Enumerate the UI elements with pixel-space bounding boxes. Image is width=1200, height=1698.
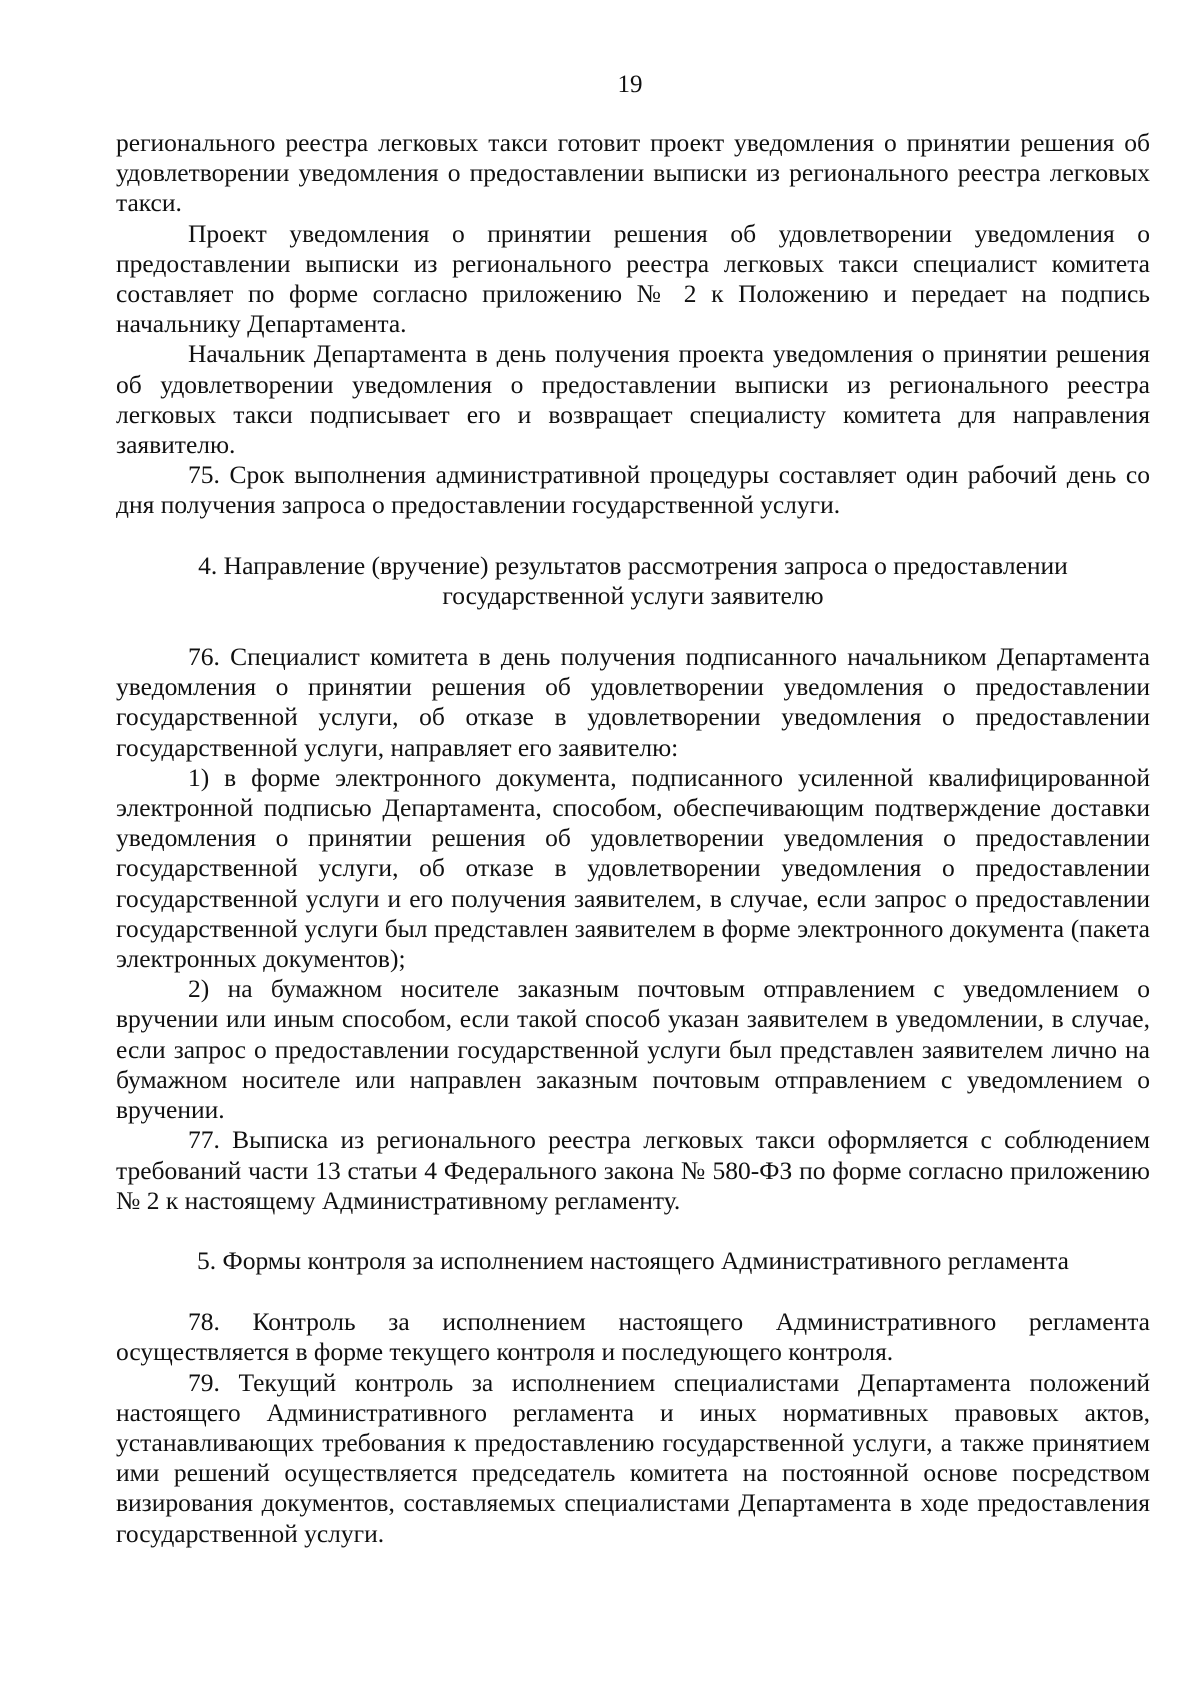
paragraph-77: 77. Выписка из регионального реестра легковых такси оформляется с соблюдением требований части 13 статьи 4 Федерального закона № 580-ФЗ по форме согласно приложению № 2 к настоящему Административному регламенту.: [116, 1125, 1150, 1215]
document-body: [116, 128, 1150, 1549]
paragraph-76-item-1: 1) в форме электронного документа, подписанного усиленной квалифицированной электронной подписью Департамента, способом, обеспечивающим подтверждение доставки уведомления о принятии решения об удовлетворении уведомления о предоставлении государственной услуги, об отказе в удовлетворении уведомления о предоставлении государственной услуги и его получения заявителем, в случае, если запрос о предоставлении государственной услуги был представлен заявителем в форме электронного документа (пакета электронных документов);: [116, 762, 1150, 974]
paragraph-79: 79. Текущий контроль за исполнением специалистами Департамента положений настоящего Административного регламента и иных нормативных правовых актов, устанавливающих требования к предоставлению государственной услуги, а также принятием ими решений осуществляется председатель комитета на постоянной основе посредством визирования документов, составляемых специалистами Департамента в ходе предоставления государственной услуги.: [116, 1367, 1150, 1548]
section-4-heading: [116, 551, 1150, 611]
paragraph-draft-notice: Проект уведомления о принятии решения об удовлетворении уведомления о предоставлении выписки из регионального реестра легковых такси специалист комитета составляет по форме согласно приложению № 2 к Положению и передает на подпись начальнику Департамента.: [116, 218, 1150, 339]
section-heading-line: 4. Направление (вручение) результатов рассмотрения запроса о предоставлении: [198, 550, 1068, 580]
section-5-heading: [116, 1246, 1150, 1276]
paragraph-78: 78. Контроль за исполнением настоящего Административного регламента осуществляется в форме текущего контроля и последующего контроля.: [116, 1307, 1150, 1367]
paragraph-75: 75. Срок выполнения административной процедуры составляет один рабочий день со дня получения запроса о предоставлении государственной услуги.: [116, 460, 1150, 520]
section-heading-line: 5. Формы контроля за исполнением настоящего Административного регламента: [197, 1245, 1069, 1275]
paragraph-head-signs: Начальник Департамента в день получения проекта уведомления о принятии решения об удовлетворении уведомления о предоставлении выписки из регионального реестра легковых такси подписывает его и возвращает специалисту комитета для направления заявителю.: [116, 339, 1150, 460]
paragraph-continuation: регионального реестра легковых такси готовит проект уведомления о принятии решения об удовлетворении уведомления о предоставлении выписки из регионального реестра легковых такси.: [116, 128, 1150, 218]
paragraph-76-item-2: 2) на бумажном носителе заказным почтовым отправлением с уведомлением о вручении или иным способом, если такой способ указан заявителем в уведомлении, в случае, если запрос о предоставлении государственной услуги был представлен заявителем лично на бумажном носителе или направлен заказным почтовым отправлением с уведомлением о вручении.: [116, 974, 1150, 1125]
section-heading-line: государственной услуги заявителю: [442, 580, 824, 610]
page-number: 19: [617, 71, 643, 98]
paragraph-76: 76. Специалист комитета в день получения подписанного начальником Департамента уведомления о принятии решения об удовлетворении уведомления о предоставлении государственной услуги, об отказе в удовлетворении уведомления о предоставлении государственной услуги, направляет его заявителю:: [116, 642, 1150, 762]
